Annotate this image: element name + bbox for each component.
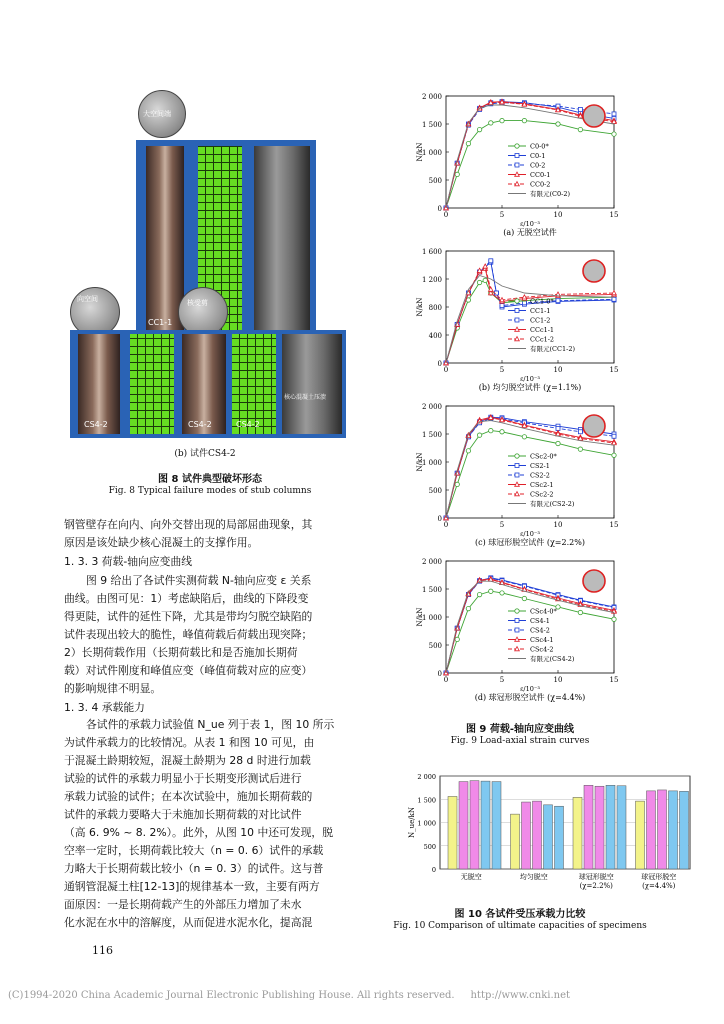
data-point [515, 609, 519, 613]
photo-label: CS4-2 [236, 420, 260, 429]
data-point [500, 118, 504, 122]
data-point [612, 434, 616, 438]
photo-label: CS4-2 [84, 420, 108, 429]
data-point [477, 127, 481, 131]
text-line: 力略大于长期荷载比较小（n = 0. 3）的试件。这与普 [64, 862, 324, 875]
bar [544, 805, 553, 869]
legend-label: CSc2-2 [530, 490, 554, 499]
specimen-photo-b [70, 330, 346, 438]
legend-label: C0-2 [530, 161, 546, 170]
category-label: 球冠形脱空 [578, 873, 614, 881]
legend-label: CS4-2 [530, 626, 550, 635]
subcaption-b: (b) 试件CS4-2 [174, 449, 236, 459]
text-line: 为试件承载力的比较情况。从表 1 和图 10 可见，由 [64, 736, 315, 749]
figure-10-title-en: Fig. 10 Comparison of ultimate capacities of specimens [393, 921, 647, 931]
figure-8-title-cn: 图 8 试件典型破坏形态 [158, 474, 262, 485]
y-tick-label: 1 000 [417, 819, 436, 828]
bar [617, 786, 626, 869]
y-tick-label: 2 000 [421, 558, 442, 566]
y-tick-label: 1 000 [421, 459, 442, 467]
legend-label: CC1-1 [530, 307, 551, 315]
category-label: (χ=4.4%) [642, 882, 676, 890]
legend-label: CS2-2 [530, 471, 550, 480]
data-point [489, 121, 493, 125]
y-tick-label: 1 000 [421, 149, 442, 157]
legend-label: CC0-1 [530, 171, 551, 179]
data-point [515, 473, 519, 477]
y-tick-label: 500 [428, 487, 442, 495]
x-tick-label: 5 [499, 676, 505, 684]
y-axis-label: N/kN [416, 607, 424, 627]
panel-caption: (d) 球冠形脱空试件 (χ=4.4%) [474, 693, 586, 702]
data-point [522, 118, 526, 122]
steel-tube-image [182, 334, 226, 434]
specimen-disc-photo [138, 90, 186, 138]
text-line: 载）对试件刚度和峰值应变（峰值荷载对应的应变） [64, 664, 313, 677]
y-tick-label: 1 000 [421, 614, 442, 622]
data-point [489, 428, 493, 432]
text-line: 原因是该处缺少核心混凝土的支撑作用。 [64, 536, 259, 549]
y-tick-label: 0 [431, 866, 436, 874]
y-tick-label: 2 000 [417, 773, 436, 781]
paragraph [64, 716, 364, 932]
y-tick-label: 0 [437, 515, 442, 523]
data-point [515, 628, 519, 632]
text-line: 通钢管混凝土柱[12-13]的规律基本一致，主要有两方 [64, 880, 320, 893]
text-line: 化水泥在水中的溶解度，从而促进水泥水化，提高混 [64, 916, 313, 929]
page-number: 116 [92, 944, 113, 957]
arrow-annotation: 核心混凝土压溃 [284, 394, 327, 401]
y-tick-label: 1 500 [421, 431, 442, 439]
bar [647, 791, 656, 869]
bar [522, 802, 531, 869]
bar [448, 796, 457, 869]
data-point [466, 141, 470, 145]
photo-label: 向空间 [77, 295, 98, 303]
data-point [612, 132, 616, 136]
text-line: 各试件的承载力试验值 N_ue 列于表 1，图 10 所示 [86, 718, 335, 731]
legend-label: CSc4-1 [530, 636, 554, 644]
data-point [483, 278, 487, 282]
data-point [455, 637, 459, 641]
section-heading: 1. 3. 4 承载能力 [64, 701, 145, 714]
legend-label: CS2-1 [530, 462, 550, 470]
bar [555, 806, 564, 869]
legend-label: 有限元(CS4-2) [530, 655, 575, 663]
data-point [515, 454, 519, 458]
data-point [612, 297, 616, 301]
x-tick-label: 10 [553, 521, 563, 529]
photo-label: CC1-1 [148, 318, 173, 327]
text-line: 的影响规律不明显。 [64, 682, 162, 695]
data-point [477, 592, 481, 596]
y-tick-label: 1 500 [417, 796, 436, 805]
legend-label: CC0-2 [530, 180, 551, 189]
legend-label: CSc2-1 [530, 481, 554, 489]
category-label: 均匀脱空 [519, 873, 548, 881]
legend-label: CCc1-2 [530, 335, 555, 344]
y-axis-label: N/kN [416, 142, 424, 162]
photo-label: 大空间端 [143, 110, 171, 118]
data-point [522, 435, 526, 439]
steel-tube-image [78, 334, 120, 434]
photo-label: 核受剪 [187, 299, 208, 307]
x-tick-label: 0 [443, 521, 449, 529]
bar [680, 791, 689, 869]
legend-label: 有限元(CC1-2) [530, 345, 575, 353]
figure-8-title-en: Fig. 8 Typical failure modes of stub columns [108, 486, 312, 496]
cross-section-icon [583, 570, 605, 592]
paragraph [64, 516, 364, 552]
data-point [515, 299, 519, 303]
legend-label: CSc4-2 [530, 645, 554, 654]
x-tick-label: 10 [553, 676, 563, 684]
bar [595, 786, 604, 869]
bar [658, 790, 667, 869]
x-axis-label: ε/10⁻³ [520, 220, 540, 228]
text-line: 面原因：一是长期荷载产生的外部压力增加了未水 [64, 898, 302, 911]
grid-tube-image [232, 334, 276, 434]
bar [669, 791, 678, 869]
panel-caption: (b) 均匀脱空试件 (χ=1.1%) [478, 383, 582, 392]
data-point [612, 112, 616, 116]
bar [459, 782, 468, 869]
x-tick-label: 10 [553, 211, 563, 219]
text-line: （高 6. 9% ~ 8. 2%）。此外，从图 10 中还可发现，脱 [64, 826, 334, 839]
x-tick-label: 15 [609, 366, 619, 374]
data-point [515, 163, 519, 167]
bar [636, 801, 645, 869]
x-axis-label: ε/10⁻³ [520, 530, 540, 538]
cut-tube-image [254, 146, 310, 330]
text-line: 承载力试验的试件；在本次试验中，施加长期荷载的 [64, 790, 313, 803]
y-tick-label: 2 000 [421, 403, 442, 411]
legend-label: C0-0* [530, 142, 549, 151]
legend-label: 有限元(CS2-2) [530, 500, 575, 508]
x-tick-label: 0 [443, 211, 449, 219]
panel-caption: (c) 球冠形脱空试件 (χ=2.2%) [475, 538, 585, 547]
photo-label: CS4-2 [188, 420, 212, 429]
figure-9-and-10 [380, 86, 724, 946]
data-point [515, 619, 519, 623]
data-point [489, 259, 493, 263]
category-label: (χ=2.2%) [579, 882, 613, 890]
data-point [477, 433, 481, 437]
legend-label: 有限元(C0-2) [530, 190, 571, 198]
text-line: 钢管壁存在向内、向外交替出现的局部屈曲现象，其 [64, 518, 313, 531]
data-point [556, 441, 560, 445]
text-line: 于混凝土龄期较短，混凝土龄期为 28 d 时进行加载 [64, 754, 311, 767]
legend-label: C0-1 [530, 152, 546, 160]
data-point [500, 304, 504, 308]
x-tick-label: 5 [499, 521, 505, 529]
cross-section-icon [583, 260, 605, 282]
y-tick-label: 400 [428, 332, 442, 340]
legend-label: CC1-0* [530, 297, 554, 306]
y-tick-label: 1 500 [421, 121, 442, 129]
x-tick-label: 10 [553, 366, 563, 374]
data-point [500, 591, 504, 595]
y-axis-label: N_ue/kN [408, 806, 416, 839]
data-point [500, 430, 504, 434]
data-point [578, 447, 582, 451]
legend-label: CS4-1 [530, 617, 550, 625]
text-line: 试验的试件的承载力明显小于长期变形测试后进行 [64, 772, 302, 785]
panel-caption: (a) 无脱空试件 [503, 228, 557, 237]
x-tick-label: 5 [499, 366, 505, 374]
bar [584, 785, 593, 869]
y-tick-label: 1 500 [421, 586, 442, 594]
steel-tube-image [146, 146, 184, 330]
x-tick-label: 0 [443, 676, 449, 684]
legend-label: CCc1-1 [530, 326, 555, 334]
x-axis-label: ε/10⁻³ [520, 375, 540, 383]
x-tick-label: 15 [609, 521, 619, 529]
bar [481, 781, 490, 869]
data-point [578, 610, 582, 614]
bar [492, 782, 501, 869]
y-tick-label: 500 [423, 842, 436, 851]
legend-label: CSc2-0* [530, 452, 557, 461]
copyright-footer: (C)1994-2020 China Academic Journal Electronic Publishing House. All rights reserved. http://www.cnki.net [8, 990, 571, 1001]
data-point [515, 318, 519, 322]
data-point [466, 449, 470, 453]
data-point [466, 606, 470, 610]
x-tick-label: 0 [443, 366, 449, 374]
data-point [515, 154, 519, 158]
y-tick-label: 1 200 [421, 276, 442, 284]
legend-label: CSc4-0* [530, 607, 557, 616]
text-line: 得更陡，试件的延性下降，尤其是带均匀脱空缺陷的 [64, 610, 313, 623]
bar [511, 814, 520, 869]
x-tick-label: 5 [499, 211, 505, 219]
bar [606, 785, 615, 869]
bar [470, 781, 479, 869]
data-point [455, 172, 459, 176]
cross-section-icon [583, 105, 605, 127]
text-line: 曲线。由图可见：1）考虑缺陷后，曲线的下降段变 [64, 592, 309, 605]
category-label: 球冠形脱空 [641, 873, 677, 881]
cut-tube-image [282, 334, 342, 434]
text-line: 2）长期荷载作用（长期荷载比和是否施加长期荷 [64, 646, 298, 659]
figure-9-title-en: Fig. 9 Load-axial strain curves [450, 736, 590, 746]
y-tick-label: 0 [437, 205, 442, 213]
category-label: 无脱空 [460, 873, 482, 881]
text-line: 试件表现出较大的脆性，峰值荷载后荷载出现突降； [64, 628, 313, 641]
data-point [556, 299, 560, 303]
bar [533, 801, 542, 869]
figure-10-title-cn: 图 10 各试件受压承载力比较 [454, 909, 586, 920]
y-tick-label: 0 [437, 670, 442, 678]
x-tick-label: 15 [609, 211, 619, 219]
figure-9-title-cn: 图 9 荷载-轴向应变曲线 [465, 724, 575, 735]
cross-section-icon [583, 415, 605, 437]
data-point [455, 482, 459, 486]
data-point [612, 617, 616, 621]
data-point [612, 453, 616, 457]
y-tick-label: 500 [428, 642, 442, 650]
data-point [522, 596, 526, 600]
text-line: 试件的承载力要略大于未施加长期荷载的对比试件 [64, 808, 302, 821]
bar [573, 797, 582, 869]
data-point [515, 464, 519, 468]
y-axis-label: N/kN [416, 452, 424, 472]
y-tick-label: 800 [428, 304, 442, 312]
y-tick-label: 2 000 [421, 93, 442, 101]
text-line: 图 9 给出了各试件实测荷载 N-轴向应变 ε 关系 [86, 574, 312, 587]
data-point [489, 589, 493, 593]
data-point [578, 107, 582, 111]
grid-tube-image [130, 334, 174, 434]
data-point [515, 144, 519, 148]
text-line: 空率一定时，长期荷载比较大（n = 0. 6）试件的承载 [64, 844, 324, 857]
data-point [477, 280, 481, 284]
data-point [556, 122, 560, 126]
data-point [578, 430, 582, 434]
y-tick-label: 1 600 [421, 248, 442, 256]
legend-label: CC1-2 [530, 316, 551, 325]
data-point [515, 309, 519, 313]
y-tick-label: 500 [428, 177, 442, 185]
x-axis-label: ε/10⁻³ [520, 685, 540, 693]
section-heading: 1. 3. 3 荷载-轴向应变曲线 [64, 555, 193, 568]
paragraph [64, 572, 364, 698]
y-tick-label: 0 [437, 360, 442, 368]
y-axis-label: N/kN [416, 297, 424, 317]
x-tick-label: 15 [609, 676, 619, 684]
data-point [578, 127, 582, 131]
